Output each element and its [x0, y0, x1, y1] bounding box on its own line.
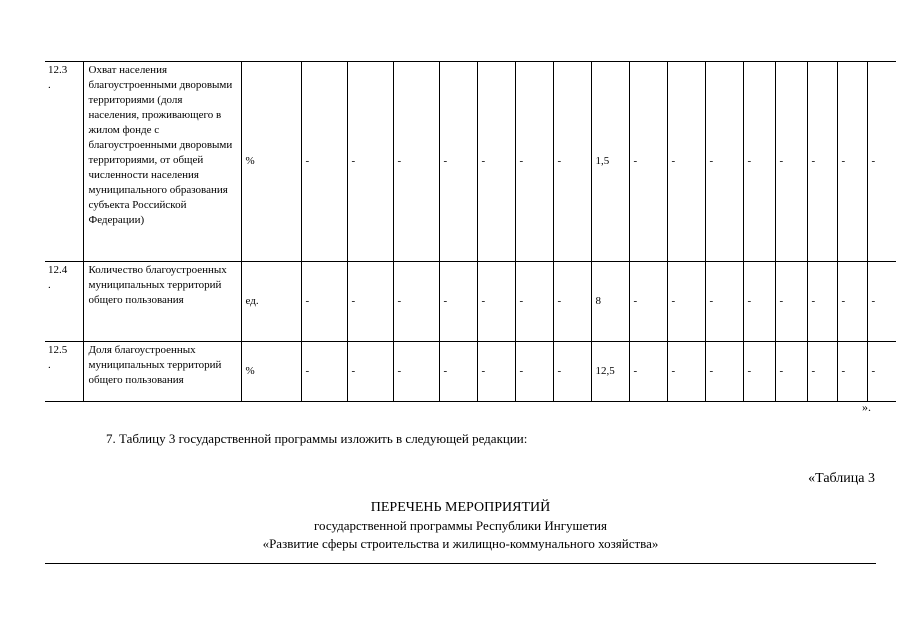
value-cell: -	[347, 62, 393, 262]
value-cell: -	[393, 62, 439, 262]
table-label: «Таблица 3	[808, 471, 875, 486]
value-cell: -	[705, 342, 743, 402]
value-cell: -	[553, 62, 591, 262]
heading-title: ПЕРЕЧЕНЬ МЕРОПРИЯТИЙ	[370, 500, 551, 515]
value-cell: -	[807, 262, 837, 342]
value-cell: -	[705, 262, 743, 342]
value-cell: -	[807, 62, 837, 262]
value-cell: -	[775, 262, 807, 342]
value-cell: -	[301, 262, 347, 342]
row-number: 12.4 .	[45, 262, 83, 342]
row-number: 12.5 .	[45, 342, 83, 402]
value-cell: -	[347, 342, 393, 402]
value-cell: -	[439, 62, 477, 262]
value-cell: -	[393, 262, 439, 342]
value-cell: -	[705, 62, 743, 262]
table-row	[45, 262, 896, 342]
value-cell: 12,5	[591, 342, 629, 402]
table-row	[45, 342, 896, 402]
indicators-table	[45, 61, 896, 402]
indicator-name: Количество благоустроенных муниципальных территорий общего пользования	[83, 262, 241, 342]
value-cell: -	[837, 342, 867, 402]
value-cell: -	[439, 342, 477, 402]
value-cell: -	[301, 342, 347, 402]
value-cell: -	[743, 262, 775, 342]
value-cell: 1,5	[591, 62, 629, 262]
value-cell: -	[553, 262, 591, 342]
value-cell: -	[743, 62, 775, 262]
table-top-rule	[45, 563, 876, 564]
heading-program-name: «Развитие сферы строительства и жилищно-коммунального хозяйства»	[262, 536, 659, 551]
indicator-name: Охват населения благоустроенными дворовыми территориями (доля населения, проживающего в жилом фонде с благоустроенными дворовыми территориями, от общей численности населения муниципального образования субъекта Российской Федерации)	[83, 62, 241, 262]
indicator-name: Доля благоустроенных муниципальных территорий общего пользования	[83, 342, 241, 402]
value-cell: -	[867, 262, 896, 342]
value-cell: -	[301, 62, 347, 262]
value-cell: -	[393, 342, 439, 402]
value-cell: -	[477, 262, 515, 342]
closing-quote: ».	[862, 400, 871, 414]
row-number: 12.3 .	[45, 62, 83, 262]
value-cell: -	[837, 262, 867, 342]
value-cell: -	[629, 342, 667, 402]
value-cell: -	[667, 262, 705, 342]
value-cell: -	[347, 262, 393, 342]
amendment-paragraph: 7. Таблицу 3 государственной программы изложить в следующей редакции:	[106, 431, 528, 446]
value-cell: -	[439, 262, 477, 342]
value-cell: -	[867, 342, 896, 402]
value-cell: -	[629, 62, 667, 262]
value-cell: -	[667, 342, 705, 402]
table-row	[45, 62, 896, 262]
value-cell: 8	[591, 262, 629, 342]
value-cell: -	[743, 342, 775, 402]
value-cell: -	[867, 62, 896, 262]
value-cell: -	[553, 342, 591, 402]
heading-subtitle: государственной программы Республики Ингушетия	[314, 518, 607, 533]
value-cell: -	[629, 262, 667, 342]
value-cell: -	[515, 62, 553, 262]
unit-cell: ед.	[241, 262, 301, 342]
value-cell: -	[807, 342, 837, 402]
value-cell: -	[477, 62, 515, 262]
unit-cell: %	[241, 342, 301, 402]
value-cell: -	[775, 62, 807, 262]
value-cell: -	[515, 262, 553, 342]
value-cell: -	[667, 62, 705, 262]
value-cell: -	[775, 342, 807, 402]
unit-cell: %	[241, 62, 301, 262]
value-cell: -	[477, 342, 515, 402]
value-cell: -	[515, 342, 553, 402]
value-cell: -	[837, 62, 867, 262]
